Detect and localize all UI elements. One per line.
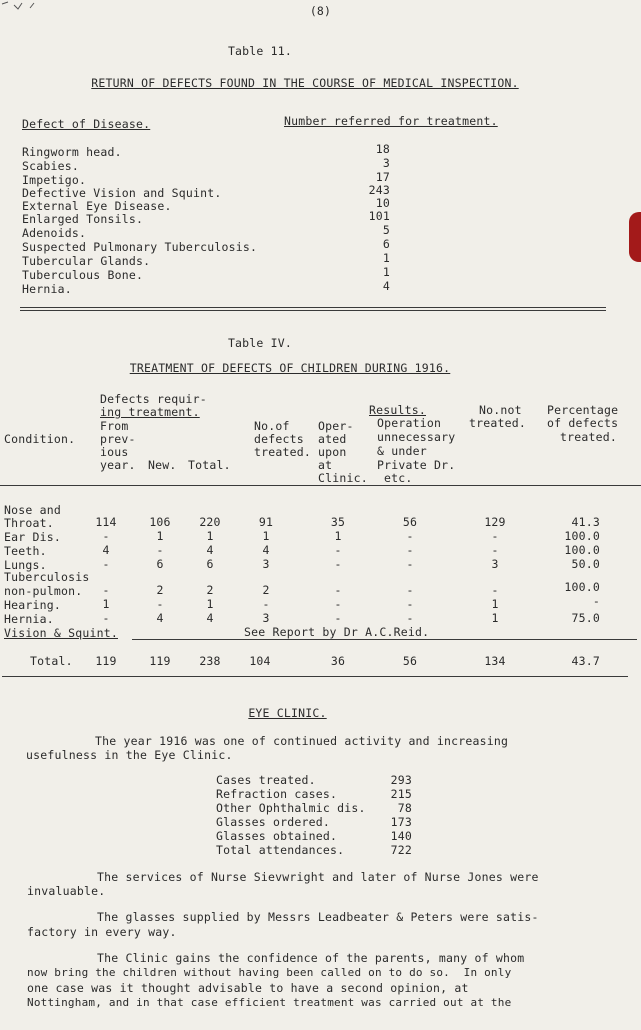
hdr-no-treated: treated. — [254, 445, 311, 459]
table2-row-number: 18 — [375, 142, 390, 156]
table-cell-unnecessary: - — [406, 611, 414, 625]
table2-row-number: 10 — [375, 196, 390, 210]
stat-value: 140 — [390, 829, 412, 843]
table2-row-number: 3 — [382, 156, 390, 170]
hdr-from-prev: prev- — [100, 432, 136, 446]
hdr-unnecessary: Operation — [377, 416, 442, 430]
hdr-operated: upon — [318, 445, 347, 459]
hdr-unnecessary: & under — [377, 444, 427, 458]
table-cell-new: 2 — [156, 583, 164, 597]
table2-row-defect: Adenoids. — [22, 226, 87, 240]
table-cell-new: 4 — [156, 611, 164, 625]
hdr-percentage: Percentage — [547, 403, 619, 417]
table2-rule — [20, 307, 606, 308]
table-cell-not-treated: 1 — [491, 597, 499, 611]
hdr-no-treated: No.of — [254, 419, 290, 433]
table-cell-condition: Hernia. — [4, 612, 54, 626]
table-cell-treated: - — [262, 597, 270, 611]
table-cell-prev: 4 — [102, 543, 110, 557]
table-cell-unnecessary: - — [406, 597, 414, 611]
table-cell-unnecessary: - — [406, 543, 414, 557]
total-not-treated: 134 — [484, 654, 506, 668]
eye-clinic-para4: Nottingham, and in that case efficient treatment was carried out at the — [27, 996, 512, 1009]
table-cell-operated: 35 — [330, 515, 346, 529]
table4-title: Table IV. — [227, 336, 293, 350]
table-cell-percentage: 75.0 — [571, 611, 600, 625]
total-prev: 119 — [95, 654, 117, 668]
hdr-from-prev: year. — [100, 458, 136, 472]
table-cell-operated: - — [334, 597, 342, 611]
table-cell-total: 4 — [206, 611, 214, 625]
table2-row-defect: Enlarged Tonsils. — [22, 212, 144, 226]
page-number: (8) — [309, 4, 332, 18]
table4-header-rule — [0, 485, 641, 486]
table-cell-new: 106 — [149, 515, 171, 529]
stat-label: Glasses obtained. — [216, 829, 338, 843]
table2-row-number: 101 — [368, 209, 390, 223]
hdr-defects-requiring: Defects requir- — [100, 392, 207, 406]
red-tab-mark — [629, 212, 641, 262]
table2-row-defect: Tuberculous Bone. — [22, 268, 144, 282]
stat-label: Total attendances. — [216, 843, 345, 857]
table-cell-condition: Hearing. — [4, 598, 61, 612]
table-cell-percentage: 100.0 — [564, 529, 600, 543]
total-operated: 36 — [330, 654, 346, 668]
table-cell-total: 1 — [206, 597, 214, 611]
hdr-total: Total. — [188, 458, 231, 472]
table-cell-condition: Nose and — [4, 503, 61, 517]
table-cell-unnecessary: - — [406, 583, 414, 597]
table-cell-total: 1 — [206, 529, 214, 543]
table-cell-treated: 91 — [258, 515, 274, 529]
hdr-no-treated: defects — [254, 432, 304, 446]
table-cell-condition: Teeth. — [4, 544, 47, 558]
table-cell-new: - — [156, 543, 164, 557]
total-percentage: 43.7 — [571, 654, 600, 668]
table-cell-condition: Lungs. — [4, 558, 47, 572]
table-cell-treated: 4 — [262, 543, 270, 557]
table-cell-percentage: 50.0 — [571, 557, 600, 571]
table-cell-percentage: 100.0 — [564, 580, 600, 594]
hdr-not-treated: No.not — [479, 403, 522, 417]
hdr-operated: Oper- — [318, 419, 354, 433]
table2-rule — [20, 310, 606, 311]
table-cell-not-treated: 129 — [484, 515, 506, 529]
table4-bottom-rule — [2, 676, 628, 677]
table-cell-prev: 1 — [102, 597, 110, 611]
table-cell-operated: - — [334, 543, 342, 557]
total-total: 238 — [199, 654, 221, 668]
total-treated: 104 — [249, 654, 271, 668]
hdr-operated: Clinic. — [318, 471, 368, 485]
table2-row-defect: Impetigo. — [22, 173, 87, 187]
table-cell-unnecessary: 56 — [402, 515, 418, 529]
table-cell-total: 220 — [199, 515, 221, 529]
table-cell-not-treated: - — [491, 583, 499, 597]
table-cell-operated: 1 — [334, 529, 342, 543]
table2-row-defect: External Eye Disease. — [22, 199, 172, 213]
table-cell-total: 4 — [206, 543, 214, 557]
table-cell-operated: - — [334, 557, 342, 571]
hdr-from-prev: ious — [100, 445, 129, 459]
table2-col-defect: Defect of Disease. — [22, 117, 151, 131]
total-unnecessary: 56 — [402, 654, 418, 668]
table2-row-defect: Tubercular Glands. — [22, 254, 151, 268]
table2-subtitle: RETURN OF DEFECTS FOUND IN THE COURSE OF MEDICAL INSPECTION. — [91, 76, 519, 90]
table2-row-defect: Defective Vision and Squint. — [22, 186, 222, 200]
total-new: 119 — [149, 654, 171, 668]
stat-label: Glasses ordered. — [216, 815, 330, 829]
hdr-unnecessary: Private Dr. — [377, 458, 456, 472]
table-cell-condition: Throat. — [4, 516, 54, 530]
table2-row-number: 17 — [375, 170, 390, 184]
table2-row-defect: Ringworm head. — [22, 145, 122, 159]
stat-label: Cases treated. — [216, 773, 316, 787]
table-cell-total: 2 — [206, 583, 214, 597]
table2-row-number: 1 — [382, 251, 390, 265]
eye-clinic-heading: EYE CLINIC. — [248, 706, 327, 720]
table-cell-prev: - — [102, 557, 110, 571]
table-cell-total: 6 — [206, 557, 214, 571]
table2-col-number: Number referred for treatment. — [284, 114, 498, 128]
table-cell-percentage: - — [592, 594, 600, 608]
table-cell-prev: 114 — [95, 515, 117, 529]
table-cell-treated: 3 — [262, 611, 270, 625]
stat-value: 722 — [390, 843, 412, 857]
eye-clinic-para4: The Clinic gains the confidence of the parents, many of whom — [97, 951, 525, 965]
stat-value: 78 — [397, 801, 412, 815]
eye-clinic-para3: factory in every way. — [27, 925, 177, 939]
table2-row-defect: Suspected Pulmonary Tuberculosis. — [22, 240, 258, 254]
hdr-operated: at — [318, 458, 333, 472]
table-cell-not-treated: - — [491, 543, 499, 557]
table-cell-treated: 2 — [262, 583, 270, 597]
table4-subtitle: TREATMENT OF DEFECTS OF CHILDREN DURING 1916. — [129, 361, 451, 375]
eye-clinic-para4: now bring the children without having been called on to do so. In only — [27, 966, 512, 979]
eye-clinic-para2: invaluable. — [27, 884, 106, 898]
eye-clinic-para4: one case was it thought advisable to have a second opinion, at — [27, 981, 469, 995]
table-cell-treated: 3 — [262, 557, 270, 571]
hdr-from-prev: From — [100, 419, 129, 433]
table-cell-not-treated: - — [491, 529, 499, 543]
eye-clinic-para1: The year 1916 was one of continued activity and increasing — [95, 734, 509, 748]
table-cell-new: 1 — [156, 529, 164, 543]
hdr-defects-requiring: ing treatment. — [100, 405, 200, 419]
hdr-new: New. — [148, 458, 177, 472]
table-cell-new: - — [156, 597, 164, 611]
table-cell-not-treated: 3 — [491, 557, 499, 571]
table2-row-number: 1 — [382, 265, 390, 279]
table2-row-defect: Scabies. — [22, 159, 79, 173]
table-cell-condition: Tuberculosis — [4, 570, 90, 584]
hdr-percentage: treated. — [560, 430, 617, 444]
hdr-condition: Condition. — [4, 432, 76, 446]
stat-value: 215 — [390, 787, 412, 801]
hdr-not-treated: treated. — [469, 416, 526, 430]
table2-row-number: 243 — [368, 183, 390, 197]
table-cell-operated: - — [334, 583, 342, 597]
table-cell-prev: - — [102, 611, 110, 625]
eye-clinic-para3: The glasses supplied by Messrs Leadbeater & Peters were satis- — [97, 910, 539, 924]
table-cell-treated: 1 — [262, 529, 270, 543]
stat-value: 293 — [390, 773, 412, 787]
table2-row-defect: Hernia. — [22, 282, 72, 296]
table-cell-prev: - — [102, 583, 110, 597]
eye-clinic-para1: usefulness in the Eye Clinic. — [26, 748, 233, 762]
table-cell-unnecessary: - — [406, 557, 414, 571]
hdr-unnecessary: etc. — [384, 471, 413, 485]
stat-label: Other Ophthalmic dis. — [216, 801, 366, 815]
table-cell-prev: - — [102, 529, 110, 543]
table2-title: Table 11. — [227, 44, 293, 58]
hdr-operated: ated — [318, 432, 347, 446]
table-cell-operated: - — [334, 611, 342, 625]
table-cell-unnecessary: - — [406, 529, 414, 543]
hdr-percentage: of defects — [547, 416, 619, 430]
table-cell-not-treated: 1 — [491, 611, 499, 625]
table2-row-number: 4 — [382, 279, 390, 293]
stat-value: 173 — [390, 815, 412, 829]
hdr-unnecessary: unnecessary — [377, 430, 456, 444]
eye-clinic-para2: The services of Nurse Sievwright and later of Nurse Jones were — [97, 870, 539, 884]
table-cell-percentage: 100.0 — [564, 543, 600, 557]
table2-row-number: 5 — [382, 223, 390, 237]
table-cell-condition: Ear Dis. — [4, 530, 61, 544]
vision-report-note: See Report by Dr A.C.Reid. — [244, 625, 430, 639]
table-cell-new: 6 — [156, 557, 164, 571]
table2-row-number: 6 — [382, 237, 390, 251]
table-cell-condition: non-pulmon. — [4, 584, 83, 598]
stat-label: Refraction cases. — [216, 787, 338, 801]
total-label: Total. — [30, 654, 73, 668]
table-cell-percentage: 41.3 — [571, 515, 600, 529]
table-cell-condition: Vision & Squint. — [4, 626, 118, 640]
hdr-results: Results. — [369, 403, 426, 417]
table4-body-rule — [132, 639, 637, 640]
